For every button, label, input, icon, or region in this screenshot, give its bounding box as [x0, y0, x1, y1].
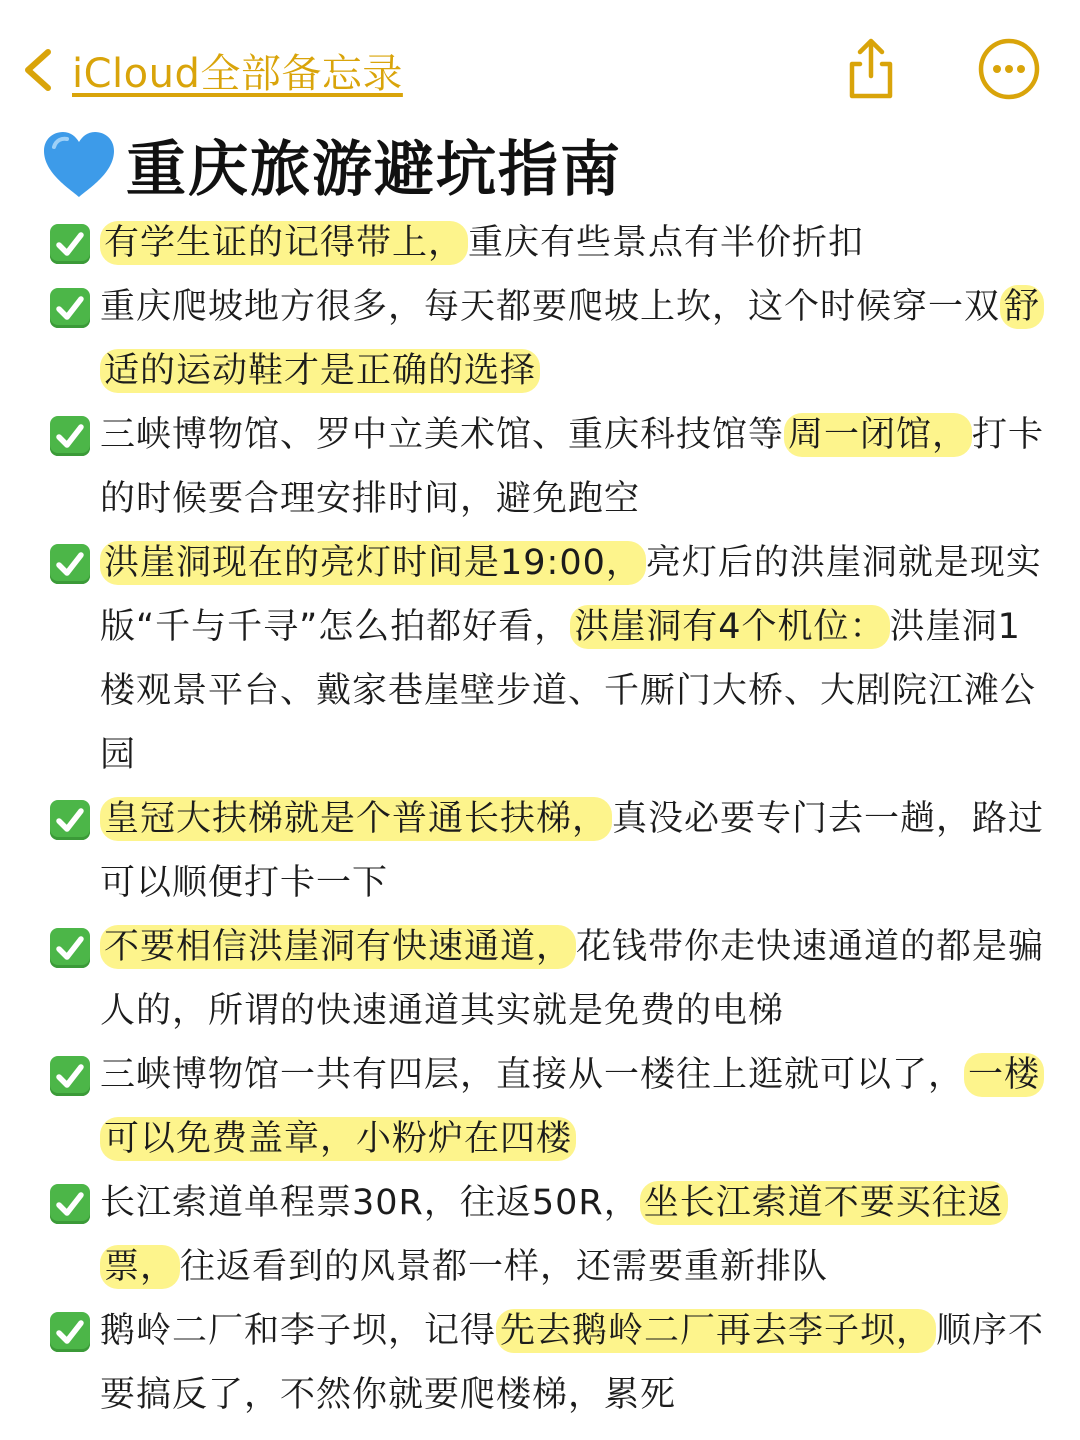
share-button[interactable]	[838, 36, 904, 102]
item-text: 往返看到的风景都一样，还需要重新排队	[180, 1247, 829, 1287]
check-mark-icon	[50, 1312, 90, 1352]
more-button[interactable]	[976, 36, 1042, 102]
item-text: 亮灯后的洪崖洞就是现实版“千与千寻”怎么拍都好看，	[100, 543, 1042, 647]
item-text: 长江索道单程票30R，往返50R，	[100, 1183, 640, 1223]
list-item	[50, 275, 1050, 403]
item-text: 鹅岭二厂和李子坝，记得	[100, 1311, 497, 1351]
highlighted-text: 不要相信洪崖洞有快速通道，	[100, 925, 576, 969]
check-mark-icon	[50, 288, 90, 328]
item-text: 重庆爬坡地方很多，每天都要爬坡上坎，这个时候穿一双	[100, 287, 1001, 327]
item-text: 洪崖洞1楼观景平台、戴家巷崖壁步道、千厮门大桥、大剧院江滩公园	[100, 607, 1037, 775]
item-text: 三峡博物馆、罗中立美术馆、重庆科技馆等	[100, 415, 785, 455]
highlighted-text: 一楼可以免费盖章，小粉炉在四楼	[100, 1053, 1044, 1161]
navigation-bar	[0, 30, 1080, 110]
item-text: 花钱带你走快速通道的都是骗人的，所谓的快速通道其实就是免费的电梯	[100, 927, 1045, 1031]
back-button[interactable]	[18, 38, 403, 102]
title-text: 重庆旅游避坑指南	[126, 135, 622, 205]
blue-heart-icon	[40, 129, 118, 201]
list-item	[50, 1299, 1050, 1427]
more-icon	[976, 36, 1042, 102]
item-text: 打卡的时候要合理安排时间，避免跑空	[100, 415, 1045, 519]
list-item	[50, 915, 1050, 1043]
check-mark-icon	[50, 800, 90, 840]
item-text: 重庆有些景点有半价折扣	[468, 223, 865, 263]
list-item	[50, 211, 1050, 275]
check-mark-icon	[50, 224, 90, 264]
item-text: 三峡博物馆一共有四层，直接从一楼往上逛就可以了，	[100, 1055, 965, 1095]
item-text: 顺序不要搞反了，不然你就要爬楼梯，累死	[100, 1311, 1045, 1415]
list-item	[50, 403, 1050, 531]
list-item	[50, 531, 1050, 787]
check-mark-icon	[50, 544, 90, 584]
check-mark-icon	[50, 1056, 90, 1096]
highlighted-text: 先去鹅岭二厂再去李子坝，	[496, 1309, 936, 1353]
list-item	[50, 1171, 1050, 1299]
item-text: 真没必要专门去一趟，路过可以顺便打卡一下	[100, 799, 1045, 903]
back-label: iCloud全部备忘录	[72, 50, 403, 97]
share-icon	[838, 36, 904, 102]
note-title	[40, 122, 622, 208]
highlighted-text: 洪崖洞有4个机位：	[570, 605, 889, 649]
chevron-left-icon	[18, 46, 58, 94]
highlighted-text: 周一闭馆，	[784, 413, 972, 457]
check-mark-icon	[50, 416, 90, 456]
checklist	[50, 211, 1050, 1427]
highlighted-text: 舒适的运动鞋才是正确的选择	[100, 285, 1044, 393]
highlighted-text: 洪崖洞现在的亮灯时间是19:00，	[100, 541, 646, 585]
highlighted-text: 有学生证的记得带上，	[100, 221, 468, 265]
highlighted-text: 皇冠大扶梯就是个普通长扶梯，	[100, 797, 612, 841]
highlighted-text: 坐长江索道不要买往返票，	[100, 1181, 1008, 1289]
list-item	[50, 787, 1050, 915]
check-mark-icon	[50, 928, 90, 968]
check-mark-icon	[50, 1184, 90, 1224]
list-item	[50, 1043, 1050, 1171]
